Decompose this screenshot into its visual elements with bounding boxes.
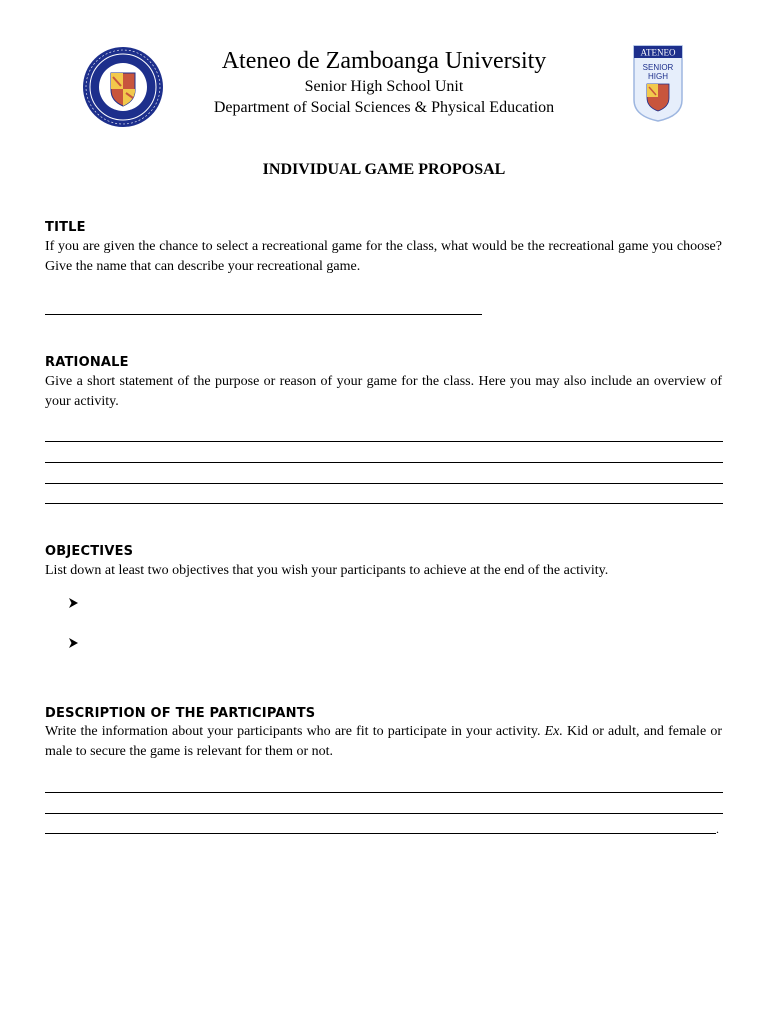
section-text-participants bbox=[45, 722, 722, 762]
arrowhead-bullet-icon bbox=[68, 637, 79, 649]
section-heading-rationale: RATIONALE bbox=[45, 355, 129, 370]
department-name: Department of Social Sciences & Physical Education bbox=[213, 99, 555, 116]
answer-line-rationale-1[interactable] bbox=[45, 441, 723, 442]
answer-line-participants-1[interactable] bbox=[45, 792, 723, 793]
arrowhead-bullet-icon bbox=[68, 597, 79, 609]
school-unit: Senior High School Unit bbox=[304, 78, 464, 95]
section-heading-participants: DESCRIPTION OF THE PARTICIPANTS bbox=[45, 706, 316, 721]
objective-bullet-2[interactable] bbox=[68, 637, 79, 653]
answer-line-rationale-2[interactable] bbox=[45, 462, 723, 463]
answer-line-participants-2[interactable] bbox=[45, 813, 723, 814]
answer-line-participants-3[interactable] bbox=[45, 833, 716, 834]
closing-period: . bbox=[716, 822, 719, 836]
answer-line-rationale-3[interactable] bbox=[45, 483, 723, 484]
badge-label-top: ATENEO bbox=[640, 47, 676, 58]
document-title: INDIVIDUAL GAME PROPOSAL bbox=[262, 161, 506, 178]
badge-label-mid: SENIOR bbox=[642, 63, 674, 72]
participants-ex-label: Ex. bbox=[544, 724, 563, 739]
section-text-rationale: Give a short statement of the purpose or reason of your game for the class. Here you may also include an overview of your activity. bbox=[45, 374, 722, 409]
participants-text-before: Write the information about your participants who are fit to participate in your activity. bbox=[45, 724, 545, 739]
objective-bullet-1[interactable] bbox=[68, 597, 79, 613]
section-text-title: If you are given the chance to select a recreational game for the class, what would be the recreational game you choose? Give the name that can describe your recreational game. bbox=[45, 239, 722, 274]
participants-text-after: Kid or adult, and female or male to secure the game is relevant for them or not. bbox=[45, 724, 722, 759]
section-heading-title: TITLE bbox=[45, 220, 86, 235]
answer-line-title[interactable] bbox=[45, 314, 482, 315]
badge-label-bottom: HIGH bbox=[648, 72, 668, 81]
answer-line-rationale-4[interactable] bbox=[45, 503, 723, 504]
university-name: Ateneo de Zamboanga University bbox=[221, 48, 547, 74]
section-heading-objectives: OBJECTIVES bbox=[45, 544, 134, 559]
section-text-objectives: List down at least two objectives that you wish your participants to achieve at the end of the activity. bbox=[45, 563, 609, 578]
